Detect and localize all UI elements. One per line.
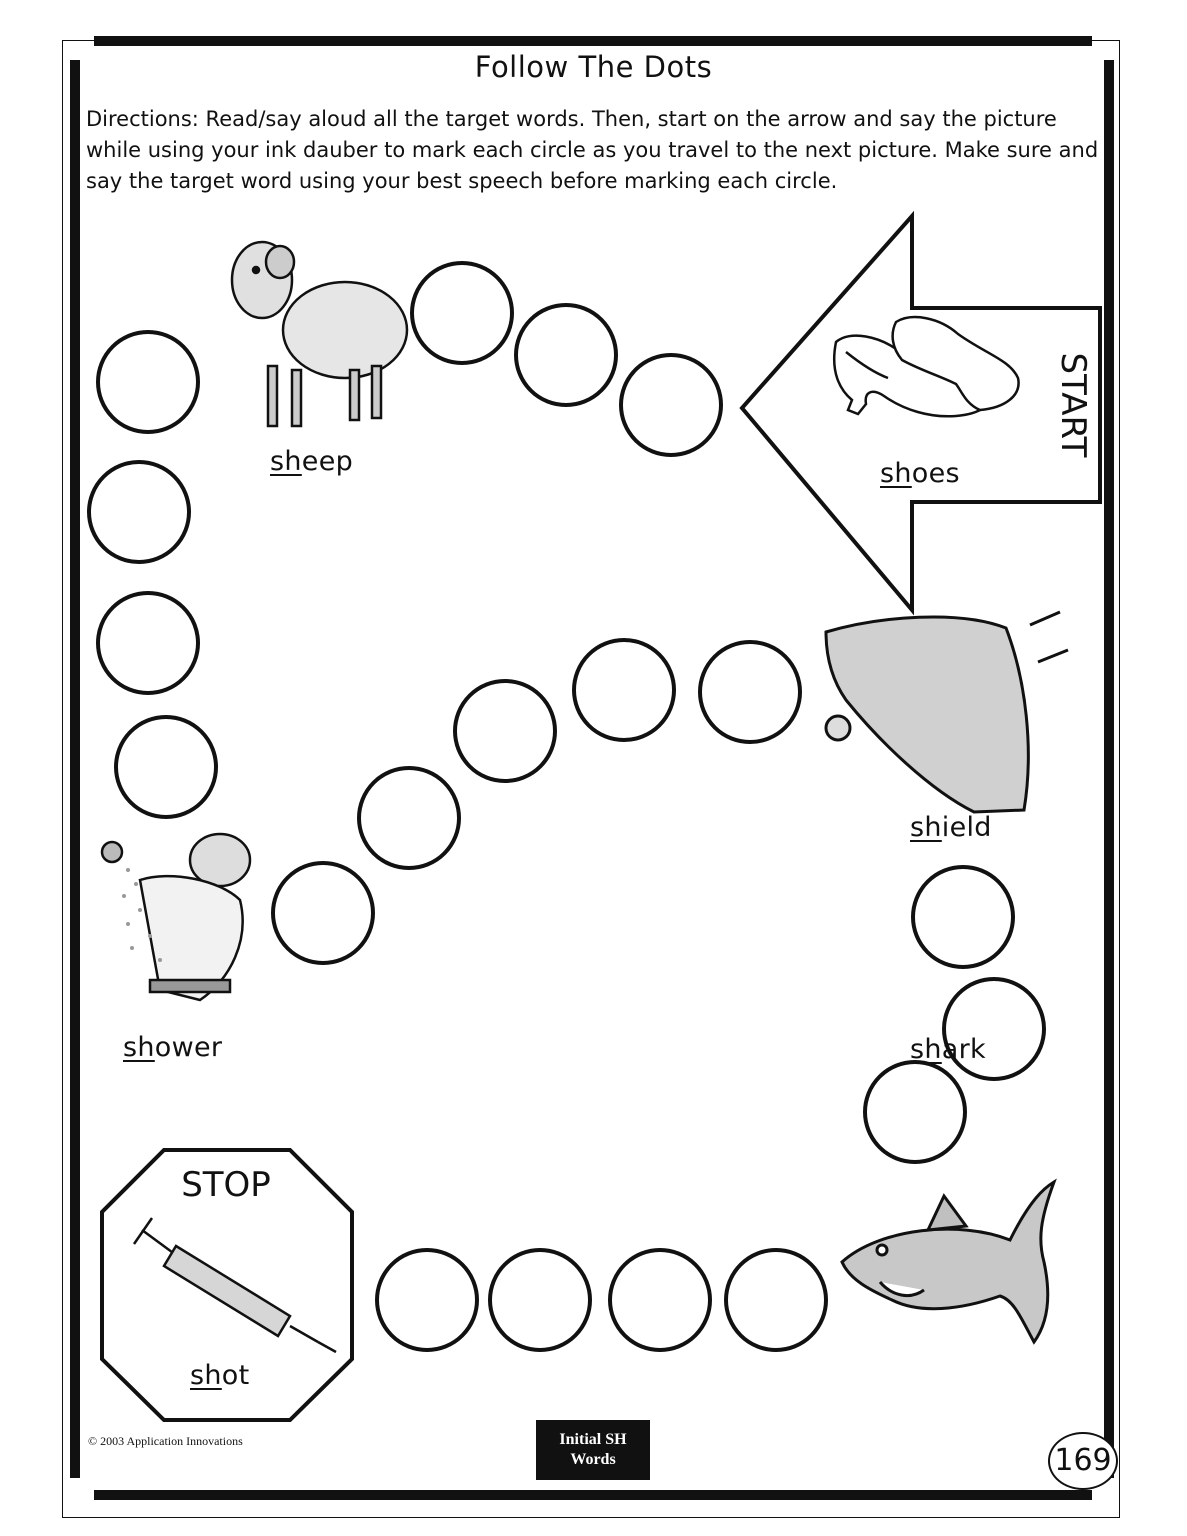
word-shower: [123, 1032, 222, 1063]
dot-circle: [726, 1250, 826, 1350]
dot-circle: [412, 263, 512, 363]
start-label: START: [1053, 352, 1093, 458]
word-shot: [190, 1360, 250, 1391]
dot-circle: [98, 332, 198, 432]
word-rest: ot: [221, 1360, 250, 1391]
word-rest: oes: [911, 458, 960, 489]
sheep-icon: [232, 242, 407, 426]
word-rest: ower: [154, 1032, 223, 1063]
word-prefix: sh: [190, 1360, 222, 1391]
word-shoes: [880, 458, 960, 489]
shark-icon: [842, 1182, 1054, 1342]
shield-icon: [826, 612, 1068, 812]
word-shark: [910, 1034, 986, 1065]
dot-circle: [98, 593, 198, 693]
word-rest: eep: [301, 446, 354, 477]
copyright-text: © 2003 Application Innovations: [88, 1434, 243, 1448]
shower-icon: [102, 834, 250, 1000]
directions-text: Directions: Read/say aloud all the target words. Then, start on the arrow and say the picture while using your ink dauber to mark each circle as you travel to the next picture. Make sure and say the target word using your best speech before marking each circle.: [86, 107, 1099, 193]
word-sheep: [270, 446, 353, 477]
badge-line2: Words: [570, 1451, 616, 1468]
word-prefix: sh: [270, 446, 302, 477]
word-prefix: sh: [880, 458, 912, 489]
dot-circle: [516, 305, 616, 405]
word-shield: [910, 812, 992, 843]
word-prefix: sh: [123, 1032, 155, 1063]
dot-circle: [490, 1250, 590, 1350]
dot-circle: [273, 863, 373, 963]
dot-circle: [455, 681, 555, 781]
dot-circle: [574, 640, 674, 740]
badge-line1: Initial SH: [559, 1431, 627, 1448]
dot-circle: [359, 768, 459, 868]
dot-circle: [865, 1062, 965, 1162]
topic-badge: [536, 1420, 650, 1480]
page-number: 169: [1048, 1432, 1118, 1490]
word-rest: ark: [941, 1034, 986, 1065]
word-prefix: sh: [910, 812, 942, 843]
word-prefix: sh: [910, 1034, 942, 1065]
dot-circle: [913, 867, 1013, 967]
page-title: Follow The Dots: [474, 50, 713, 84]
dot-circle: [610, 1250, 710, 1350]
dot-circle: [700, 642, 800, 742]
word-rest: ield: [941, 812, 992, 843]
dot-circle: [89, 462, 189, 562]
dot-circle: [116, 717, 216, 817]
stop-label: STOP: [181, 1165, 271, 1205]
dot-circle: [377, 1250, 477, 1350]
dot-circle: [621, 355, 721, 455]
